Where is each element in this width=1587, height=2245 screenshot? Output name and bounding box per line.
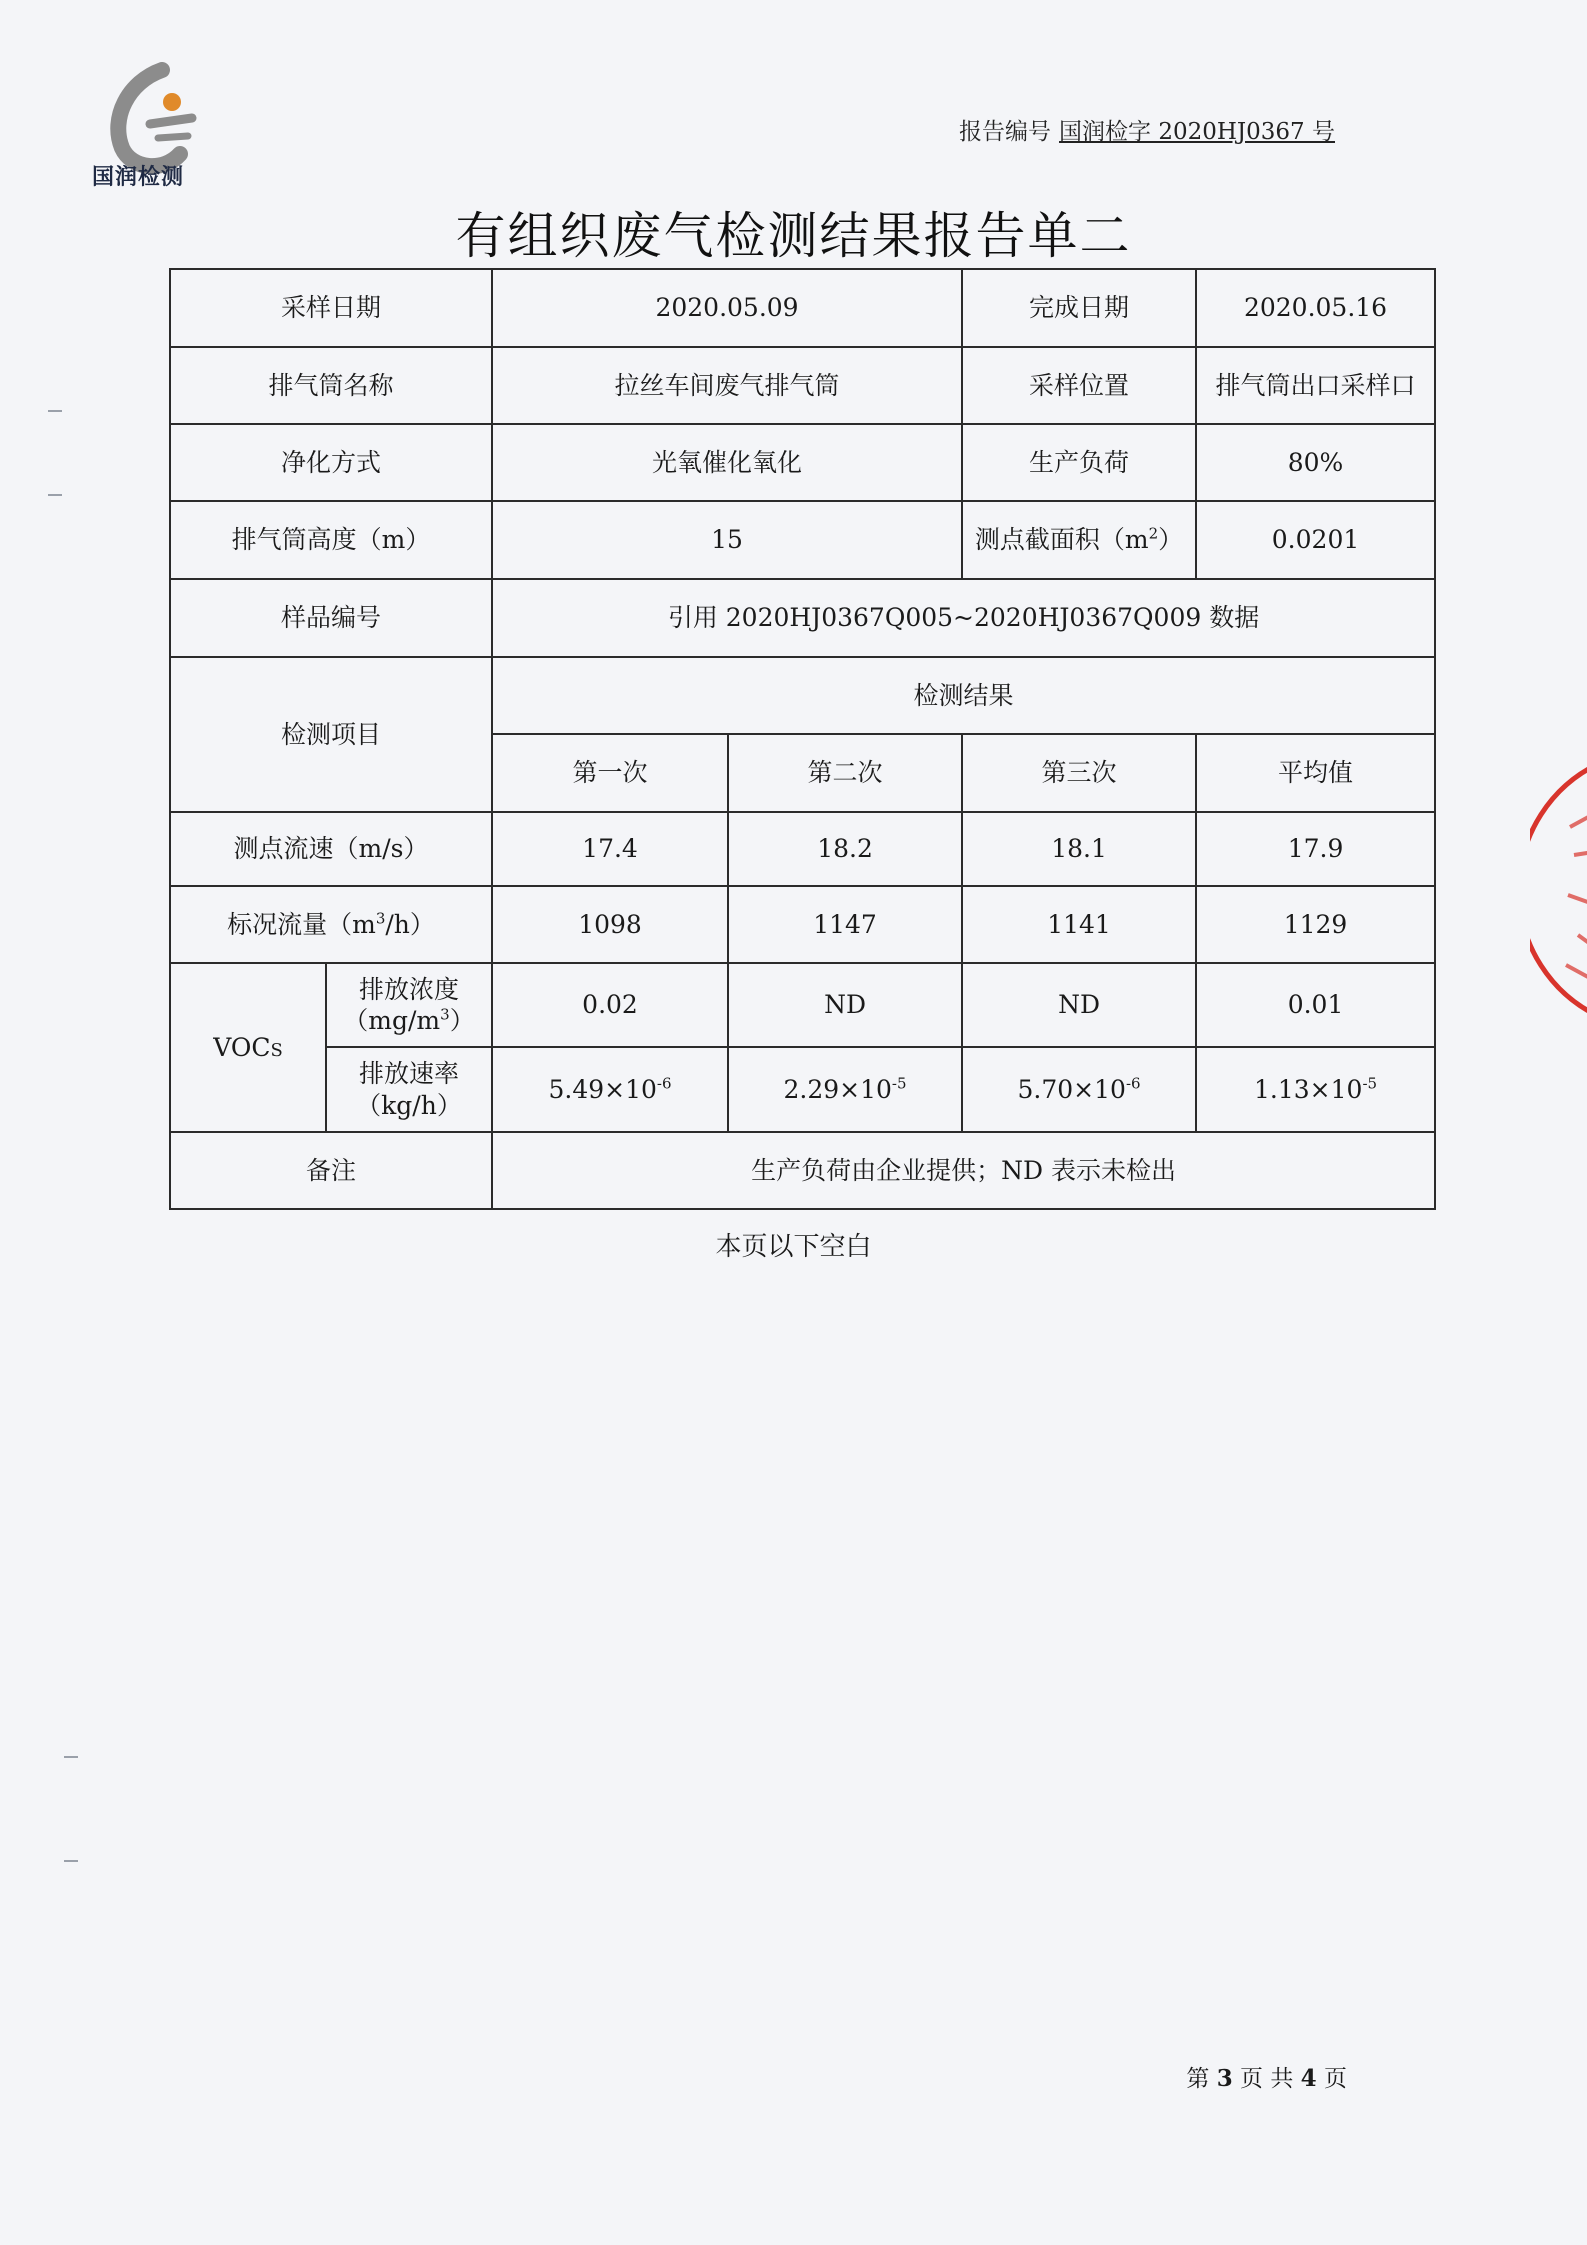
conc-label-line1: 排放浓度 bbox=[359, 974, 460, 1004]
stack-name-value: 拉丝车间废气排气筒 bbox=[492, 347, 962, 424]
page-current: 3 bbox=[1216, 2065, 1233, 2092]
section-area-value: 0.0201 bbox=[1196, 501, 1435, 579]
flow-label-a: 标况流量（m bbox=[227, 909, 376, 939]
rate-label-line1: 排放速率 bbox=[359, 1059, 460, 1089]
section-area-label bbox=[962, 501, 1196, 579]
punch-mark bbox=[64, 1756, 78, 1758]
page-text-b: 页 共 bbox=[1232, 2066, 1301, 2092]
flow-3: 1141 bbox=[962, 886, 1196, 963]
col-header-3: 第三次 bbox=[962, 734, 1196, 812]
flow-label-sup: 3 bbox=[375, 909, 386, 928]
conc-label-2sup: 3 bbox=[440, 1005, 450, 1024]
remark-value: 生产负荷由企业提供；ND 表示未检出 bbox=[492, 1132, 1435, 1209]
stack-height-value: 15 bbox=[492, 501, 962, 579]
rate-2-base: 2.29×10 bbox=[783, 1074, 892, 1104]
rate-label-line2: （kg/h） bbox=[356, 1090, 462, 1120]
table-row bbox=[170, 501, 1435, 579]
page-number bbox=[1186, 2060, 1347, 2093]
velocity-3: 18.1 bbox=[962, 812, 1196, 886]
velocity-avg: 17.9 bbox=[1196, 812, 1435, 886]
conc-label-2b: ） bbox=[449, 1006, 475, 1035]
rate-3 bbox=[962, 1047, 1196, 1132]
page-total: 4 bbox=[1300, 2065, 1317, 2092]
finish-date-label: 完成日期 bbox=[962, 269, 1196, 347]
page-title: 有组织废气检测结果报告单二 bbox=[455, 207, 1132, 265]
flow-1: 1098 bbox=[492, 886, 728, 963]
production-load-label: 生产负荷 bbox=[962, 424, 1196, 501]
report-number-label: 报告编号 bbox=[959, 119, 1052, 145]
stack-height-label: 排气筒高度（m） bbox=[170, 501, 492, 579]
conc-1: 0.02 bbox=[492, 963, 728, 1047]
conc-label-2a: （mg/m bbox=[343, 1006, 441, 1035]
col-header-2: 第二次 bbox=[728, 734, 962, 812]
section-area-label-sup: 2 bbox=[1148, 525, 1159, 544]
results-table bbox=[169, 268, 1436, 1210]
rate-1-base: 5.49×10 bbox=[548, 1074, 657, 1104]
rate-avg bbox=[1196, 1047, 1435, 1132]
table-row bbox=[170, 1047, 1435, 1132]
conc-3: ND bbox=[962, 963, 1196, 1047]
velocity-1: 17.4 bbox=[492, 812, 728, 886]
production-load-value: 80% bbox=[1196, 424, 1435, 501]
voc-label-sub: S bbox=[270, 1039, 283, 1061]
voc-label bbox=[170, 963, 326, 1132]
rate-3-base: 5.70×10 bbox=[1017, 1074, 1126, 1104]
section-area-label-a: 测点截面积（m bbox=[974, 525, 1149, 555]
voc-label-main: VOC bbox=[213, 1032, 271, 1062]
logo-text: 国润检测 bbox=[92, 165, 185, 190]
sample-position-value: 排气筒出口采样口 bbox=[1196, 347, 1435, 424]
rate-avg-exp: -5 bbox=[1362, 1074, 1378, 1093]
rate-1-exp: -6 bbox=[656, 1074, 672, 1093]
col-header-1: 第一次 bbox=[492, 734, 728, 812]
punch-mark bbox=[48, 410, 62, 412]
report-number bbox=[959, 113, 1335, 146]
punch-mark bbox=[64, 1860, 78, 1862]
flow-label-b: /h） bbox=[385, 909, 435, 939]
velocity-label: 测点流速（m/s） bbox=[170, 812, 492, 886]
table-row bbox=[170, 886, 1435, 963]
purify-method-label: 净化方式 bbox=[170, 424, 492, 501]
rate-2-exp: -5 bbox=[891, 1074, 907, 1093]
table-row bbox=[170, 657, 1435, 734]
section-area-label-b: ） bbox=[1158, 525, 1184, 555]
table-row bbox=[170, 347, 1435, 424]
page-text-c: 页 bbox=[1316, 2066, 1347, 2092]
sample-date-label: 采样日期 bbox=[170, 269, 492, 347]
rate-avg-base: 1.13×10 bbox=[1254, 1074, 1363, 1104]
rate-3-exp: -6 bbox=[1125, 1074, 1141, 1093]
table-row bbox=[170, 963, 1435, 1047]
flow-avg: 1129 bbox=[1196, 886, 1435, 963]
conc-2: ND bbox=[728, 963, 962, 1047]
flow-2: 1147 bbox=[728, 886, 962, 963]
col-header-avg: 平均值 bbox=[1196, 734, 1435, 812]
sample-date-value: 2020.05.09 bbox=[492, 269, 962, 347]
sample-position-label: 采样位置 bbox=[962, 347, 1196, 424]
table-row bbox=[170, 579, 1435, 657]
conc-label-line2 bbox=[331, 1005, 487, 1036]
finish-date-value: 2020.05.16 bbox=[1196, 269, 1435, 347]
sample-number-value: 引用 2020HJ0367Q005~2020HJ0367Q009 数据 bbox=[492, 579, 1435, 657]
remark-label: 备注 bbox=[170, 1132, 492, 1209]
table-row bbox=[170, 812, 1435, 886]
table-row bbox=[170, 269, 1435, 347]
test-result-label: 检测结果 bbox=[492, 657, 1435, 734]
table-row bbox=[170, 1132, 1435, 1209]
page-text-a: 第 bbox=[1186, 2066, 1217, 2092]
stack-name-label: 排气筒名称 bbox=[170, 347, 492, 424]
punch-mark bbox=[48, 494, 62, 496]
flow-label bbox=[170, 886, 492, 963]
velocity-2: 18.2 bbox=[728, 812, 962, 886]
conc-avg: 0.01 bbox=[1196, 963, 1435, 1047]
conc-label bbox=[326, 963, 492, 1047]
rate-1 bbox=[492, 1047, 728, 1132]
test-item-label: 检测项目 bbox=[170, 657, 492, 812]
rate-label bbox=[326, 1047, 492, 1132]
table-row bbox=[170, 424, 1435, 501]
red-seal-stamp bbox=[1530, 755, 1587, 1025]
sample-number-label: 样品编号 bbox=[170, 579, 492, 657]
blank-note: 本页以下空白 bbox=[715, 1232, 872, 1262]
rate-2 bbox=[728, 1047, 962, 1132]
report-number-value: 国润检字 2020HJ0367 号 bbox=[1059, 119, 1335, 145]
purify-method-value: 光氧催化氧化 bbox=[492, 424, 962, 501]
